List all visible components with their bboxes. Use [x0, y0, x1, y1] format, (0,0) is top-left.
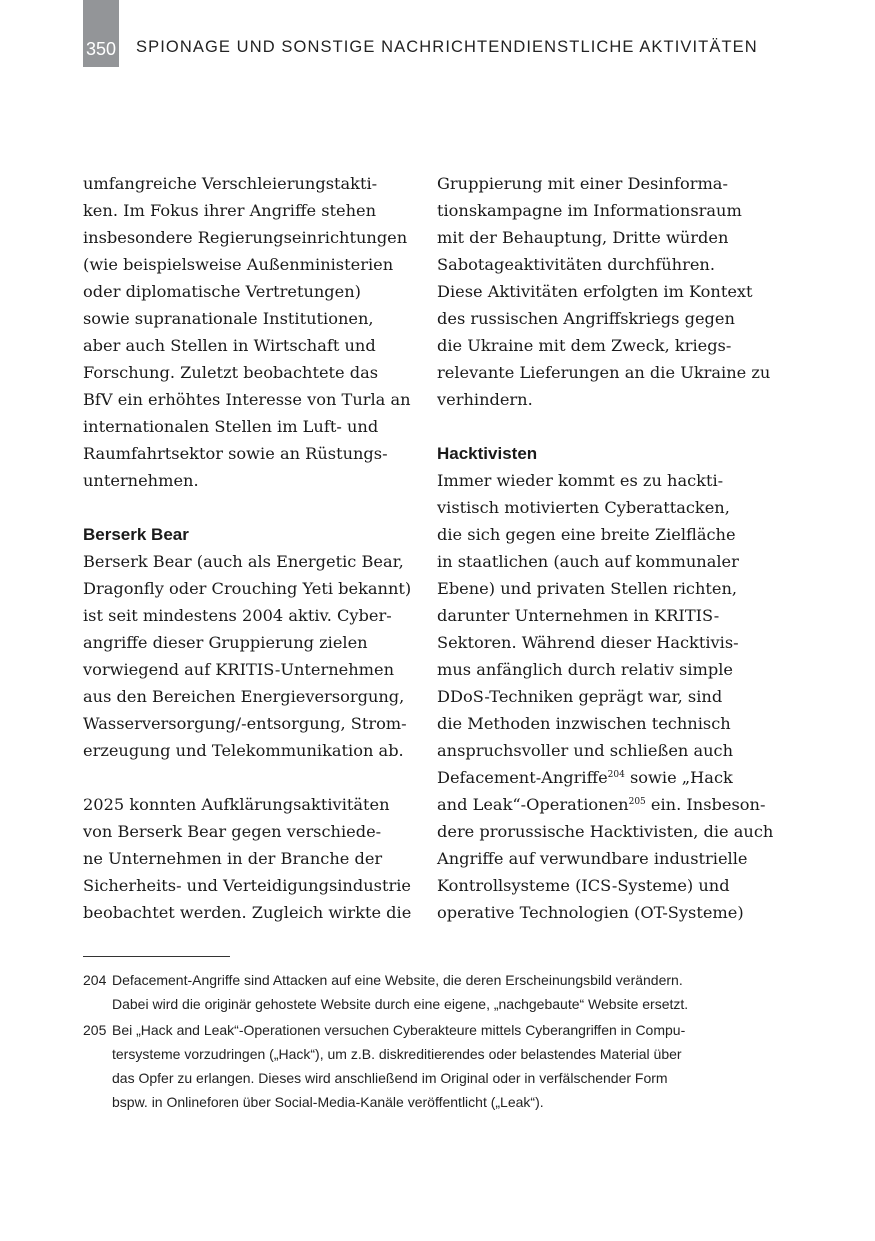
- right-column: [437, 170, 774, 926]
- text-line: umfangreiche Verschleierungstakti-: [83, 174, 378, 193]
- text-line: tionskampagne im Informationsraum: [437, 201, 742, 220]
- footnote-ref-204[interactable]: 204: [607, 770, 625, 780]
- text-line: von Berserk Bear gegen verschiede-: [83, 822, 382, 841]
- text-line: ken. Im Fokus ihrer Angriffe stehen: [83, 201, 377, 220]
- text-fragment: ein. Insbeson-: [645, 795, 766, 814]
- paragraph-gap: [83, 494, 413, 521]
- text-line: Gruppierung mit einer Desinforma-: [437, 174, 728, 193]
- footnote-204: [83, 968, 763, 1016]
- text-line: internationalen Stellen im Luft- und: [83, 417, 379, 436]
- text-line: Immer wieder kommt es zu hackti-: [437, 471, 724, 490]
- text-line: oder diplomatische Vertretungen): [83, 282, 361, 301]
- text-line: Ebene) und privaten Stellen richten,: [437, 579, 738, 598]
- footnote-line: bspw. in Onlineforen über Social-Media-Kanäle veröffentlicht („Leak“).: [112, 1094, 544, 1110]
- text-line: darunter Unternehmen in KRITIS-: [437, 606, 720, 625]
- page-number: 350: [83, 0, 119, 67]
- text-line: dere prorussische Hacktivisten, die auch: [437, 822, 774, 841]
- text-line: Sabotageaktivitäten durchführen.: [437, 255, 715, 274]
- text-line: anspruchsvoller und schließen auch: [437, 741, 734, 760]
- text-line: mus anfänglich durch relativ simple: [437, 660, 733, 679]
- text-line: Berserk Bear (auch als Energetic Bear,: [83, 552, 404, 571]
- text-line: aus den Bereichen Energieversorgung,: [83, 687, 405, 706]
- text-line: sowie supranationale Institutionen,: [83, 309, 374, 328]
- footnote-line: tersysteme vorzudringen („Hack“), um z.B. diskreditierendes oder belastendes Material über: [112, 1046, 682, 1062]
- text-line: insbesondere Regierungseinrichtungen: [83, 228, 408, 247]
- text-line: Wasserversorgung/-entsorgung, Strom-: [83, 714, 407, 733]
- text-line: mit der Behauptung, Dritte würden: [437, 228, 729, 247]
- text-line: vistisch motivierten Cyberattacken,: [437, 498, 730, 517]
- text-line: verhindern.: [437, 390, 533, 409]
- footnote-divider: [83, 956, 230, 957]
- text-line: ne Unternehmen in der Branche der: [83, 849, 383, 868]
- text-line: Sicherheits- und Verteidigungsindustrie: [83, 876, 411, 895]
- text-line: ist seit mindestens 2004 aktiv. Cyber-: [83, 606, 392, 625]
- text-line: des russischen Angriffskriegs gegen: [437, 309, 735, 328]
- footnote-line: das Opfer zu erlangen. Dieses wird anschließend im Original oder in verfälschender Form: [112, 1070, 668, 1086]
- footnote-line: Defacement-Angriffe sind Attacken auf eine Website, die deren Erscheinungsbild verändern.: [112, 972, 683, 988]
- text-line: die Ukraine mit dem Zweck, kriegs-: [437, 336, 732, 355]
- text-line: [437, 764, 767, 791]
- text-line: beobachtet werden. Zugleich wirkte die: [83, 903, 412, 922]
- footnote-number: 204: [83, 972, 107, 988]
- footnote-205: [83, 1018, 763, 1114]
- text-line: die sich gegen eine breite Zielfläche: [437, 525, 736, 544]
- text-line: Dragonfly oder Crouching Yeti bekannt): [83, 579, 412, 598]
- text-fragment: and Leak“-Operationen: [437, 795, 629, 814]
- footnote-line: Bei „Hack and Leak“-Operationen versuchen Cyberakteure mittels Cyberangriffen in Compu-: [112, 1022, 686, 1038]
- text-line: Forschung. Zuletzt beobachtete das: [83, 363, 379, 382]
- footnote-ref-205[interactable]: 205: [628, 797, 646, 807]
- text-line: Angriffe auf verwundbare industrielle: [437, 849, 748, 868]
- paragraph-gap: [83, 764, 413, 791]
- text-line: (wie beispielsweise Außenministerien: [83, 255, 394, 274]
- text-line: DDoS-Techniken geprägt war, sind: [437, 687, 723, 706]
- text-fragment: Defacement-Angriffe: [437, 768, 608, 787]
- text-line: relevante Lieferungen an die Ukraine zu: [437, 363, 771, 382]
- text-line: vorwiegend auf KRITIS-Unternehmen: [83, 660, 395, 679]
- running-header-title: SPIONAGE UND SONSTIGE NACHRICHTENDIENSTLICHE AKTIVITÄTEN: [136, 38, 758, 56]
- text-line: angriffe dieser Gruppierung zielen: [83, 633, 368, 652]
- section-heading-hacktivisten: Hacktivisten: [437, 444, 538, 463]
- text-line: in staatlichen (auch auf kommunaler: [437, 552, 739, 571]
- text-line: erzeugung und Telekommunikation ab.: [83, 741, 404, 760]
- footnotes: [83, 968, 763, 1116]
- section-heading-berserk-bear: Berserk Bear: [83, 525, 189, 544]
- text-line: unternehmen.: [83, 471, 199, 490]
- text-line: Kontrollsysteme (ICS-Systeme) und: [437, 876, 730, 895]
- text-line: BfV ein erhöhtes Interesse von Turla an: [83, 390, 411, 409]
- text-line: [437, 791, 767, 818]
- text-fragment: sowie „Hack: [624, 768, 733, 787]
- text-line: aber auch Stellen in Wirtschaft und: [83, 336, 376, 355]
- footnote-line: Dabei wird die originär gehostete Website durch eine eigene, „nachgebaute“ Website ersetzt.: [112, 996, 689, 1012]
- text-line: 2025 konnten Aufklärungsaktivitäten: [83, 795, 390, 814]
- text-line: Sektoren. Während dieser Hacktivis-: [437, 633, 739, 652]
- text-line: die Methoden inzwischen technisch: [437, 714, 731, 733]
- paragraph-gap: [437, 413, 767, 440]
- left-column: [83, 170, 413, 926]
- text-line: Raumfahrtsektor sowie an Rüstungs-: [83, 444, 388, 463]
- text-line: operative Technologien (OT-Systeme): [437, 903, 744, 922]
- footnote-number: 205: [83, 1022, 107, 1038]
- text-line: Diese Aktivitäten erfolgten im Kontext: [437, 282, 753, 301]
